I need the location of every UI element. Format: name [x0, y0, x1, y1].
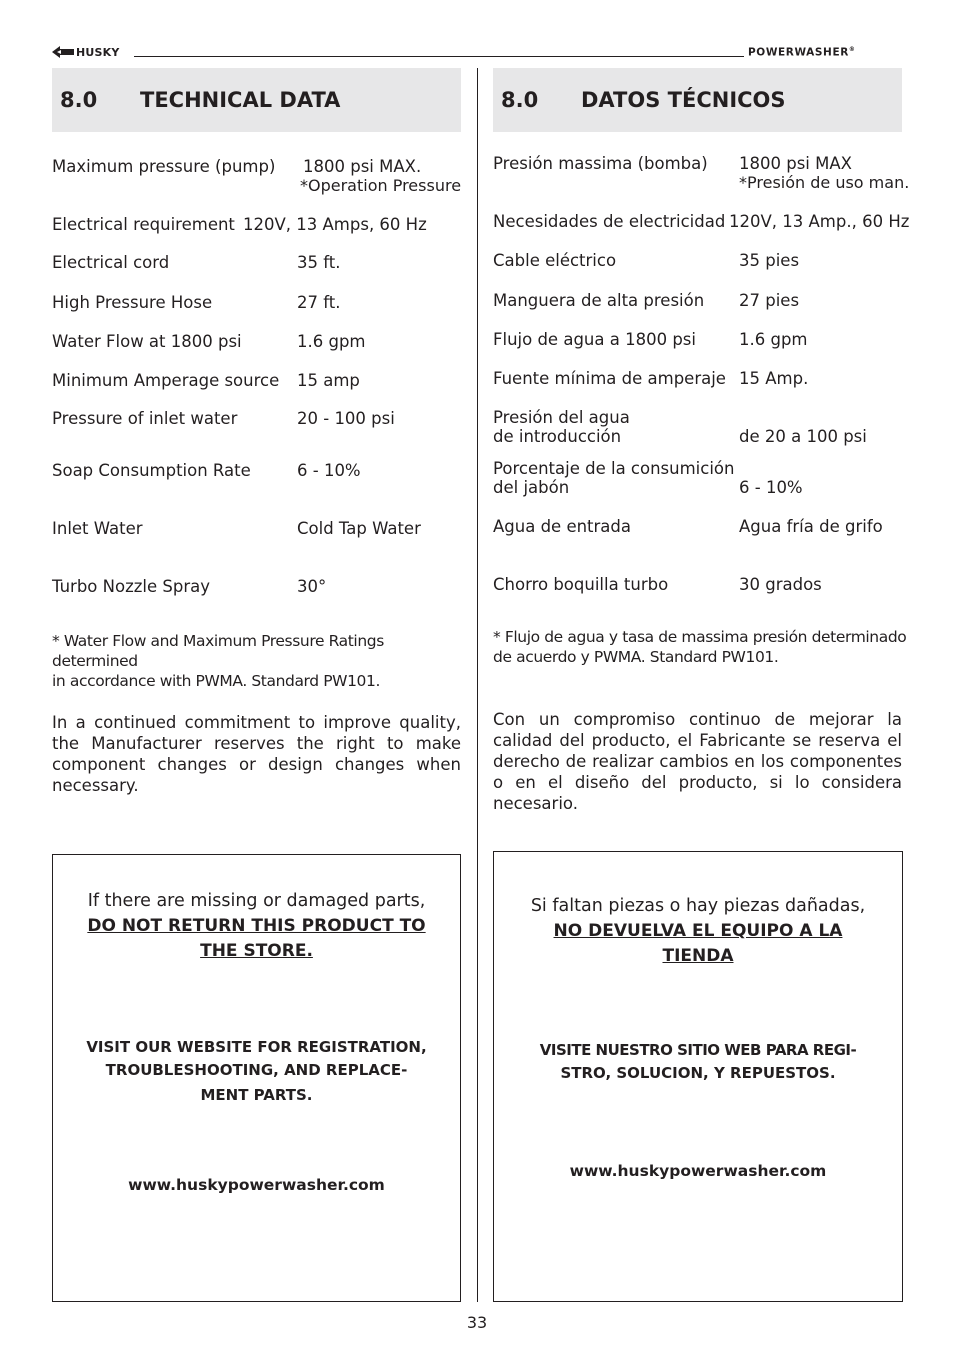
- section-heading-es: DATOS TÉCNICOS: [581, 88, 786, 112]
- spec-value-note-es: *Presión de uso man.: [739, 173, 910, 192]
- spec-value-en: 120V, 13 Amps, 60 Hz: [243, 215, 427, 234]
- spec-value-en: 30°: [297, 577, 327, 596]
- notice-box-en: [52, 854, 461, 1302]
- registered-mark: ®: [848, 46, 856, 53]
- spec-label-en: Pressure of inlet water: [52, 409, 238, 428]
- spec-label-cont-es: del jabón: [493, 478, 570, 497]
- spec-value-en: 27 ft.: [297, 293, 341, 312]
- website-link-en[interactable]: www.huskypowerwasher.com: [128, 1176, 385, 1194]
- brand-name: HUSKY: [76, 45, 120, 59]
- notice-visit-es-line1: VISITE NUESTRO SITIO WEB PARA REGI-: [539, 1041, 857, 1059]
- spec-label-es: Chorro boquilla turbo: [493, 575, 669, 594]
- website-link-es[interactable]: www.huskypowerwasher.com: [569, 1162, 827, 1180]
- spec-label-es: Presión del agua: [493, 408, 630, 427]
- spec-label-en: Electrical requirement: [52, 215, 235, 234]
- section-heading-en: TECHNICAL DATA: [140, 88, 341, 112]
- spec-value-en: 20 - 100 psi: [297, 409, 395, 428]
- section-number-en: 8.0: [60, 88, 98, 112]
- product-name: [748, 46, 856, 59]
- spec-label-es: Porcentaje de la consumición: [493, 459, 735, 478]
- spec-label-en: Inlet Water: [52, 519, 143, 538]
- spec-label-en: Electrical cord: [52, 253, 170, 272]
- spec-value-es: 120V, 13 Amp., 60 Hz: [729, 212, 910, 231]
- notice-visit-en-line2: TROUBLESHOOTING, AND REPLACE-: [105, 1061, 408, 1079]
- notice-box-es: [493, 851, 903, 1302]
- spec-value-en: Cold Tap Water: [297, 519, 421, 538]
- product-label: POWERWASHER: [748, 46, 849, 59]
- commitment-paragraph-en: In a continued commitment to improve quality, the Manufacturer reserves the right to make component changes or design changes when necessary.: [52, 713, 461, 795]
- commitment-paragraph-es: Con un compromiso continuo de mejorar la calidad del producto, el Fabricante se reserva el derecho de realizar cambios en los componentes o en el diseño del producto, si lo considera necesario.: [493, 710, 902, 813]
- footnote-es: [493, 627, 908, 667]
- spec-value-es: 27 pies: [739, 291, 800, 310]
- spec-label-en: Turbo Nozzle Spray: [52, 577, 210, 596]
- spec-label-en: High Pressure Hose: [52, 293, 213, 312]
- spec-label-en: Water Flow at 1800 psi: [52, 332, 242, 351]
- spec-value-en: 15 amp: [297, 371, 360, 390]
- section-title-en: [52, 68, 461, 132]
- spec-value-es: 1.6 gpm: [739, 330, 808, 349]
- husky-logo: [52, 44, 132, 60]
- spec-label-es: Manguera de alta presión: [493, 291, 705, 310]
- notice-intro-es: Si faltan piezas o hay piezas dañadas,: [530, 896, 866, 916]
- notice-visit-en-line1: VISIT OUR WEBSITE FOR REGISTRATION,: [86, 1038, 427, 1056]
- column-divider: [477, 68, 478, 1302]
- page-number: 33: [466, 1313, 488, 1332]
- spec-value-es: 35 pies: [739, 251, 800, 270]
- footnote-en: [52, 631, 467, 691]
- header-rule: [134, 56, 744, 57]
- spec-value-en: 1800 psi MAX.: [303, 157, 422, 176]
- notice-warning-en-line1: DO NOT RETURN THIS PRODUCT TO: [87, 916, 426, 936]
- section-number-es: 8.0: [501, 88, 539, 112]
- spec-label-en: Soap Consumption Rate: [52, 461, 251, 480]
- spec-value-es: 15 Amp.: [739, 369, 809, 388]
- notice-visit-en-line3: MENT PARTS.: [200, 1086, 313, 1104]
- spec-value-es: de 20 a 100 psi: [739, 427, 867, 446]
- notice-warning-es-line1: NO DEVUELVA EL EQUIPO A LA: [553, 921, 843, 941]
- spec-value-es: 30 grados: [739, 575, 822, 594]
- spec-value-es: Agua fría de grifo: [739, 517, 883, 536]
- footnote-line: * Flujo de agua y tasa de massima presión determinado: [493, 628, 907, 646]
- spec-value-en: 6 - 10%: [297, 461, 361, 480]
- spec-label-en: Maximum pressure (pump): [52, 157, 276, 176]
- spec-label-es: Flujo de agua a 1800 psi: [493, 330, 696, 349]
- spec-label-es: Fuente mínima de amperaje: [493, 369, 726, 388]
- spec-value-en: 35 ft.: [297, 253, 341, 272]
- footnote-line: * Water Flow and Maximum Pressure Ratings determined: [52, 632, 384, 670]
- spec-label-es: Agua de entrada: [493, 517, 632, 536]
- spec-label-cont-es: de introducción: [493, 427, 622, 446]
- spec-label-es: Necesidades de electricidad: [493, 212, 726, 231]
- spec-label-es: Cable eléctrico: [493, 251, 617, 270]
- spec-value-es: 1800 psi MAX: [739, 154, 852, 173]
- notice-intro-en: If there are missing or damaged parts,: [87, 891, 426, 911]
- notice-visit-es-line2: STRO, SOLUCION, Y REPUESTOS.: [560, 1064, 836, 1082]
- spec-value-note-en: *Operation Pressure: [300, 176, 462, 195]
- footnote-line: in accordance with PWMA. Standard PW101.: [52, 672, 380, 690]
- notice-warning-es-line2: TIENDA: [662, 946, 734, 966]
- spec-value-es: 6 - 10%: [739, 478, 803, 497]
- spec-value-en: 1.6 gpm: [297, 332, 366, 351]
- spec-label-es: Presión massima (bomba): [493, 154, 708, 173]
- spec-label-en: Minimum Amperage source: [52, 371, 280, 390]
- section-title-es: [493, 68, 902, 132]
- husky-arrow-icon: [52, 46, 74, 58]
- notice-warning-en-line2: THE STORE.: [200, 941, 313, 961]
- footnote-line: de acuerdo y PWMA. Standard PW101.: [493, 648, 779, 666]
